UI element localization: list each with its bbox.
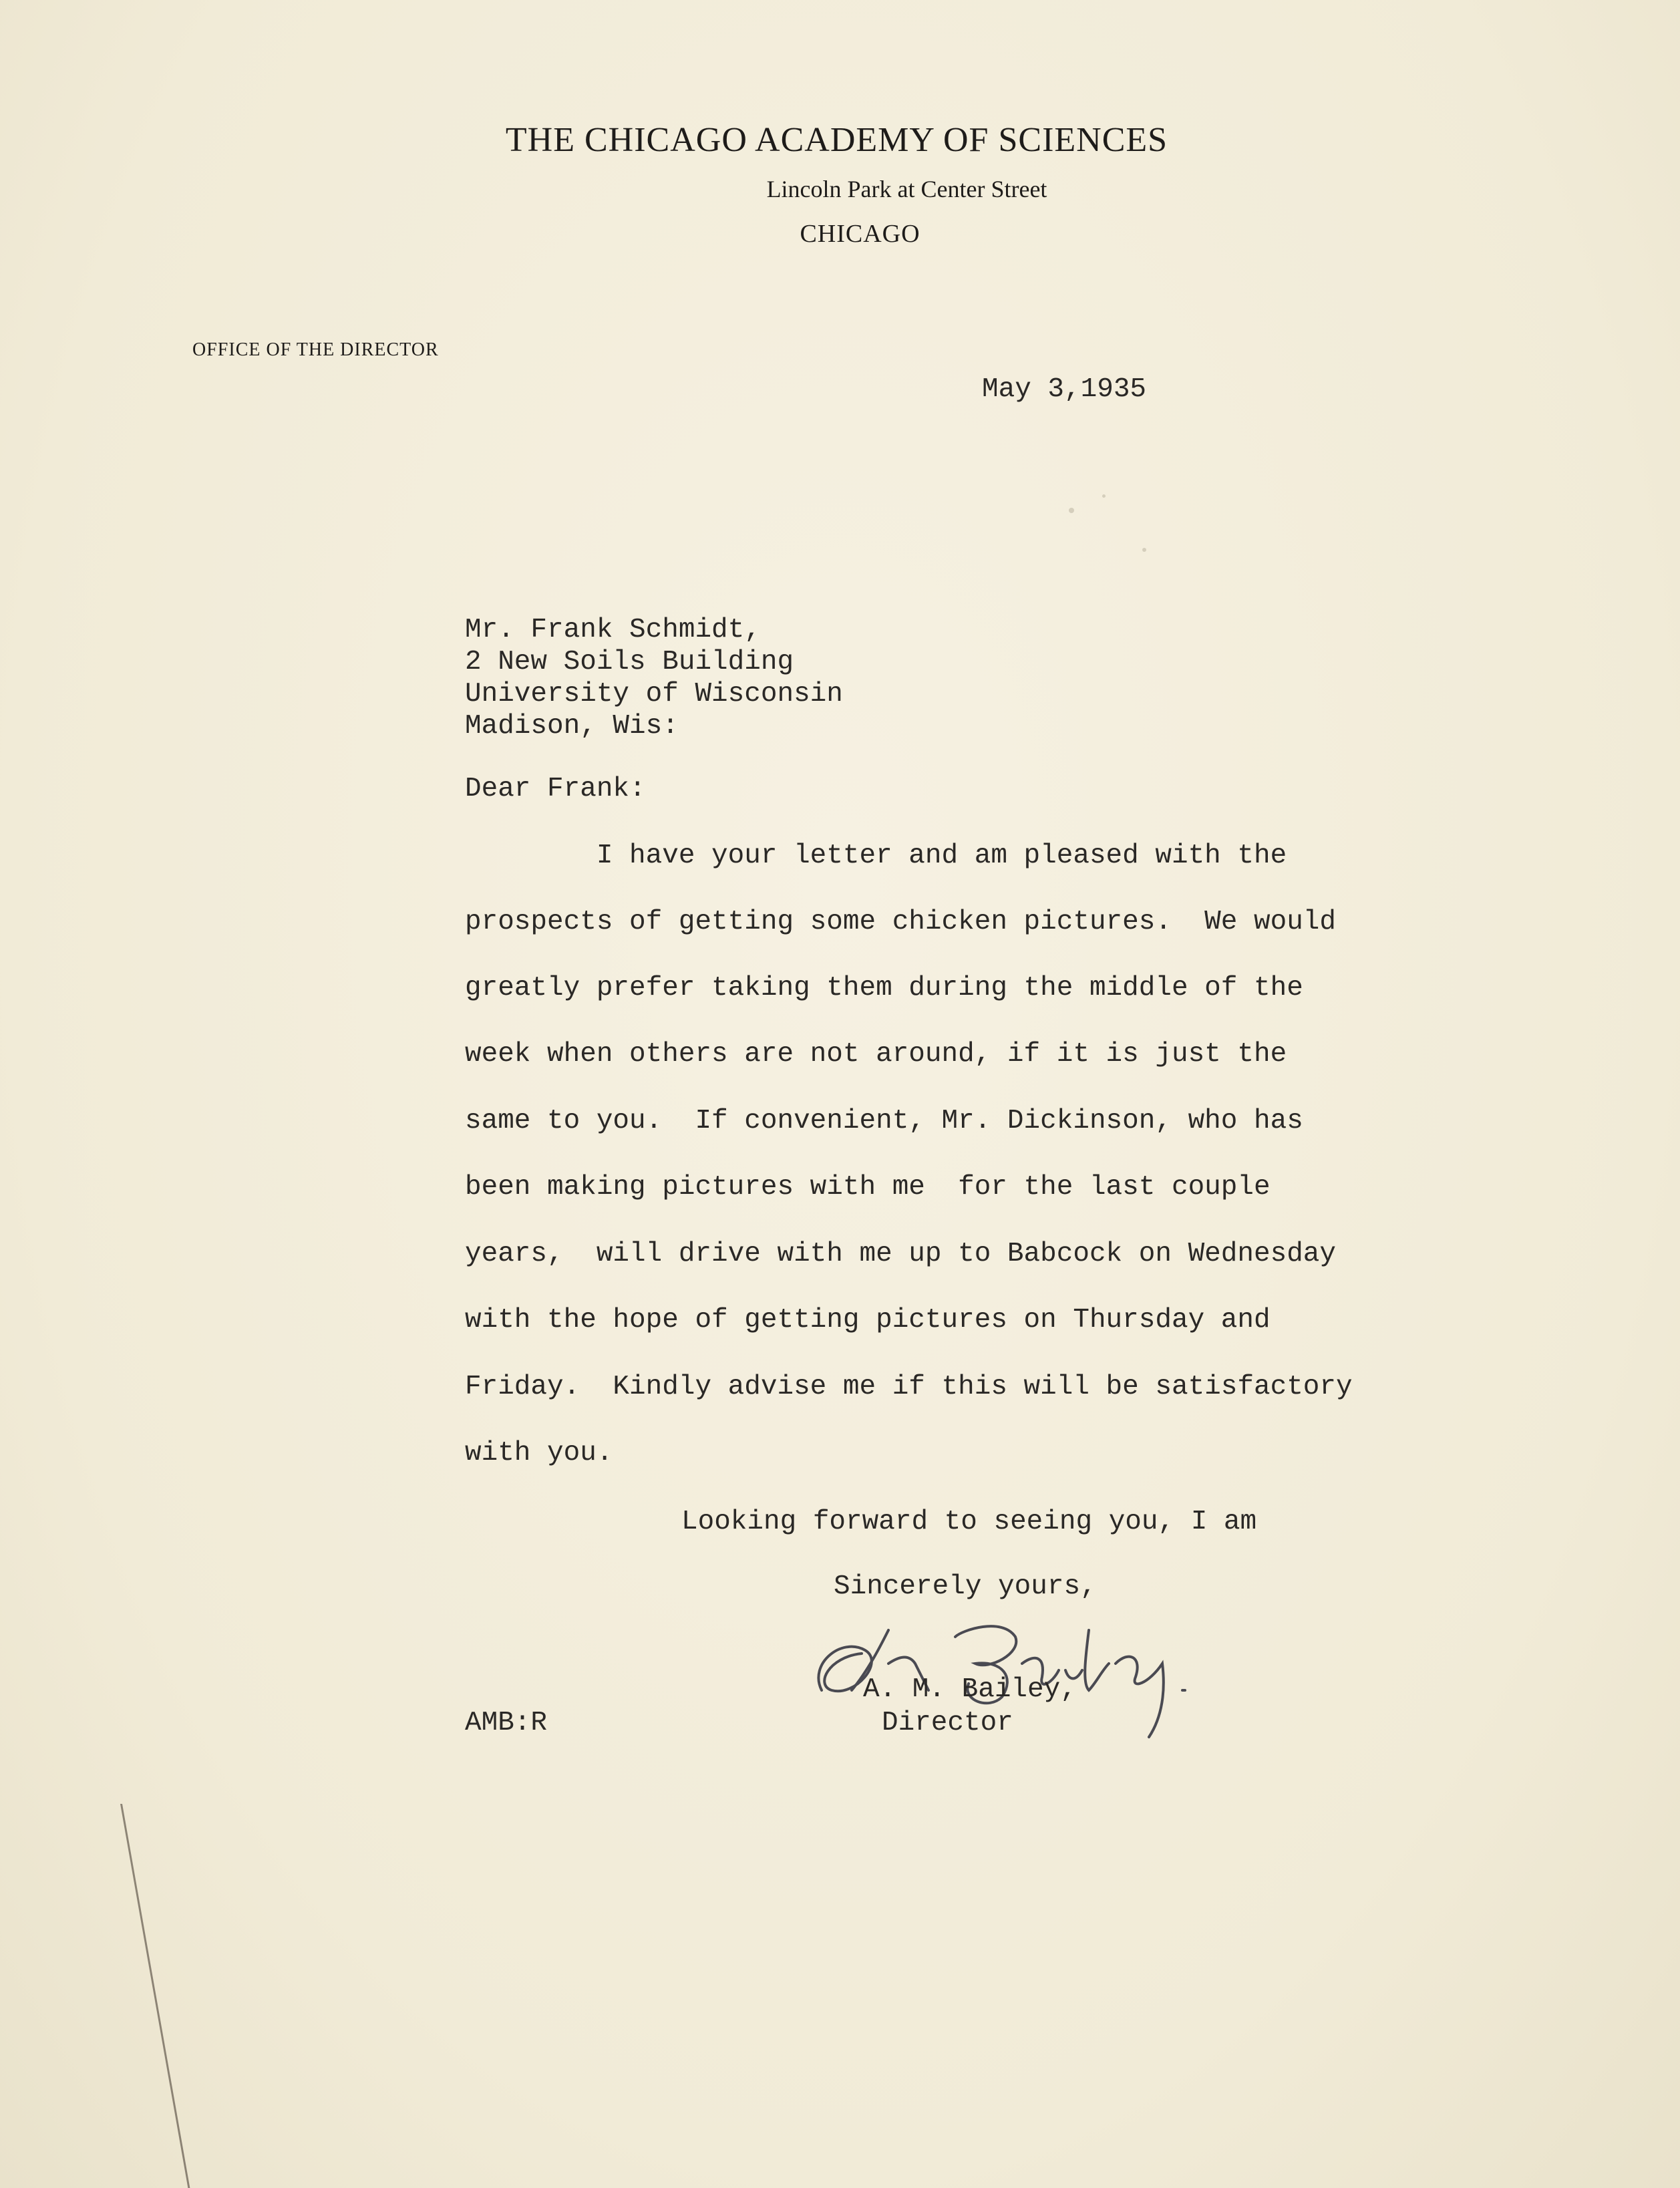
closing-line: Looking forward to seeing you, I am: [681, 1507, 1257, 1537]
body-line: with the hope of getting pictures on Thursday and: [465, 1305, 1271, 1336]
reference-initials: AMB:R: [465, 1708, 548, 1738]
paper-speck: [1069, 508, 1074, 513]
body-line: same to you. If convenient, Mr. Dickinson, who has: [465, 1106, 1303, 1136]
recipient-line: Madison, Wis:: [465, 711, 679, 742]
letter-date: May 3,1935: [982, 374, 1147, 405]
body-line: with you.: [465, 1438, 613, 1468]
letterhead-city: CHICAGO: [800, 220, 920, 248]
paper-crease: [0, 1804, 190, 2188]
body-line: been making pictures with me for the last couple: [465, 1172, 1271, 1203]
office-of-director-label: OFFICE OF THE DIRECTOR: [192, 339, 439, 360]
body-line: week when others are not around, if it is just the: [465, 1039, 1287, 1070]
body-line: I have your letter and am pleased with the: [465, 840, 1287, 871]
paper-speck: [1102, 494, 1106, 498]
paper-speck: [1142, 548, 1146, 552]
body-line: prospects of getting some chicken pictures. We would: [465, 907, 1337, 937]
recipient-line: Mr. Frank Schmidt,: [465, 615, 761, 645]
letterhead-organization: THE CHICAGO ACADEMY OF SCIENCES: [505, 121, 1168, 159]
recipient-line: University of Wisconsin: [465, 679, 843, 710]
complimentary-close: Sincerely yours,: [834, 1571, 1097, 1602]
salutation: Dear Frank:: [465, 774, 646, 804]
body-line: years, will drive with me up to Babcock on Wednesday: [465, 1239, 1337, 1269]
recipient-line: 2 New Soils Building: [465, 647, 794, 677]
signer-title: Director: [882, 1708, 1013, 1738]
body-line: greatly prefer taking them during the middle of the: [465, 973, 1303, 1003]
body-line: Friday. Kindly advise me if this will be satisfactory: [465, 1372, 1353, 1402]
letterhead-address: Lincoln Park at Center Street: [766, 176, 1047, 202]
signer-name: A. M. Bailey,: [863, 1674, 1077, 1705]
